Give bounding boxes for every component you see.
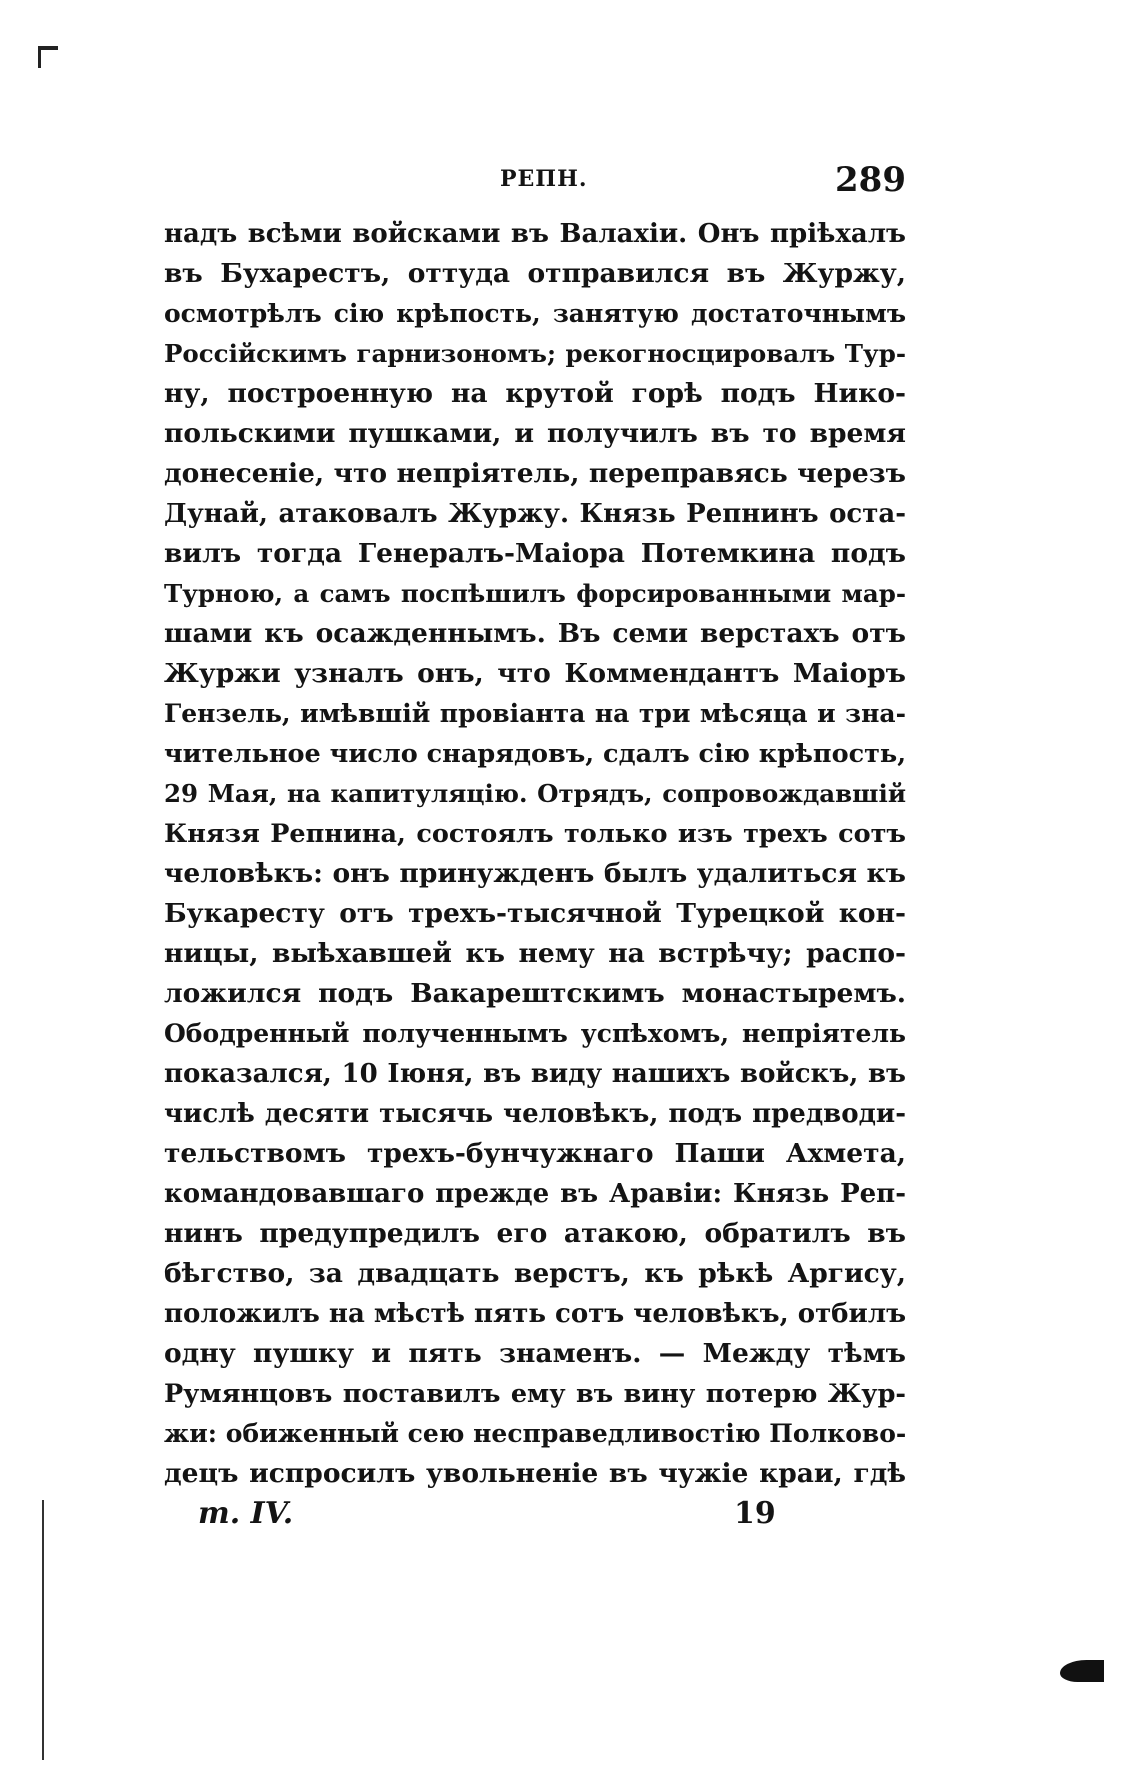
text-line: Турною, а самъ поспѣшилъ форсированными мар- [164,579,906,608]
text-line: Гензель, имѣвшій провіанта на три мѣсяца и зна- [164,699,906,728]
text-line: надъ всѣми войсками въ Валахіи. Онъ пріѣхалъ [164,219,906,249]
scan-edge-line [42,1500,44,1760]
text-line: показался, 10 Іюня, въ виду нашихъ войскъ, въ [164,1059,906,1089]
text-line: ложился подъ Вакарештскимъ монастыремъ. [164,978,906,1009]
text-line: децъ испросилъ увольненіе въ чужіе краи, гдѣ [164,1458,906,1489]
text-line: шами къ осажденнымъ. Въ семи верстахъ отъ [164,618,906,649]
text-line: Румянцовъ поставилъ ему въ вину потерю Жур- [164,1379,906,1409]
text-line: одну пушку и пять знаменъ. — Между тѣмъ [164,1338,906,1369]
page-header [164,160,906,206]
text-line: Журжи узналъ онъ, что Коммендантъ Маіоръ [164,658,906,689]
page-number: 289 [835,160,906,200]
scan-corner-mark [38,46,58,50]
text-line: ницы, выѣхавшей къ нему на встрѣчу; распо- [164,938,906,969]
text-line: чительное число снарядовъ, сдалъ сію крѣпость, [164,739,906,769]
text-line: Букаресту отъ трехъ-тысячной Турецкой кон- [164,898,906,929]
text-line: бѣгство, за двадцать верстъ, къ рѣкѣ Аргису, [164,1258,906,1289]
text-line: жи: обиженный сею несправедливостію Полково- [164,1419,906,1448]
text-line: положилъ на мѣстѣ пять сотъ человѣкъ, отбилъ [164,1299,906,1329]
text-line: ну, построенную на крутой горѣ подъ Нико- [164,378,906,409]
volume-mark: т. IV. [198,1496,294,1531]
text-line: Князя Репнина, состоялъ только изъ трехъ сотъ [164,819,906,849]
text-line: командовавшаго прежде въ Аравіи: Князь Реп- [164,1179,906,1209]
text-line: въ Бухарестъ, оттуда отправился въ Журжу, [164,258,906,289]
text-line: Дунай, атаковалъ Журжу. Князь Репнинъ оста- [164,499,906,529]
text-line: осмотрѣлъ сію крѣпость, занятую достаточнымъ [164,299,906,328]
text-line: тельствомъ трехъ-бунчужнаго Паши Ахмета, [164,1138,906,1169]
scan-ink-blot [1060,1660,1104,1682]
signature-mark: 19 [734,1496,776,1531]
text-line: числѣ десяти тысячь человѣкъ, подъ предводи- [164,1099,906,1129]
text-line: нинъ предупредилъ его атакою, обратилъ въ [164,1218,906,1249]
text-line: донесеніе, что непріятель, переправясь черезъ [164,458,906,489]
body-text [164,214,906,1494]
text-line: человѣкъ: онъ принужденъ былъ удалиться къ [164,858,906,889]
running-head: РЕПН. [500,166,588,192]
text-line: Россійскимъ гарнизономъ; рекогносцировалъ Тур- [164,339,906,368]
text-line: 29 Мая, на капитуляцію. Отрядъ, сопровождавшій [164,779,906,808]
text-line: польскими пушками, и получилъ въ то время [164,418,906,449]
page-footer [164,1496,906,1540]
text-line: вилъ тогда Генералъ-Маіора Потемкина подъ [164,538,906,569]
text-line: Ободренный полученнымъ успѣхомъ, непріятель [164,1019,906,1048]
